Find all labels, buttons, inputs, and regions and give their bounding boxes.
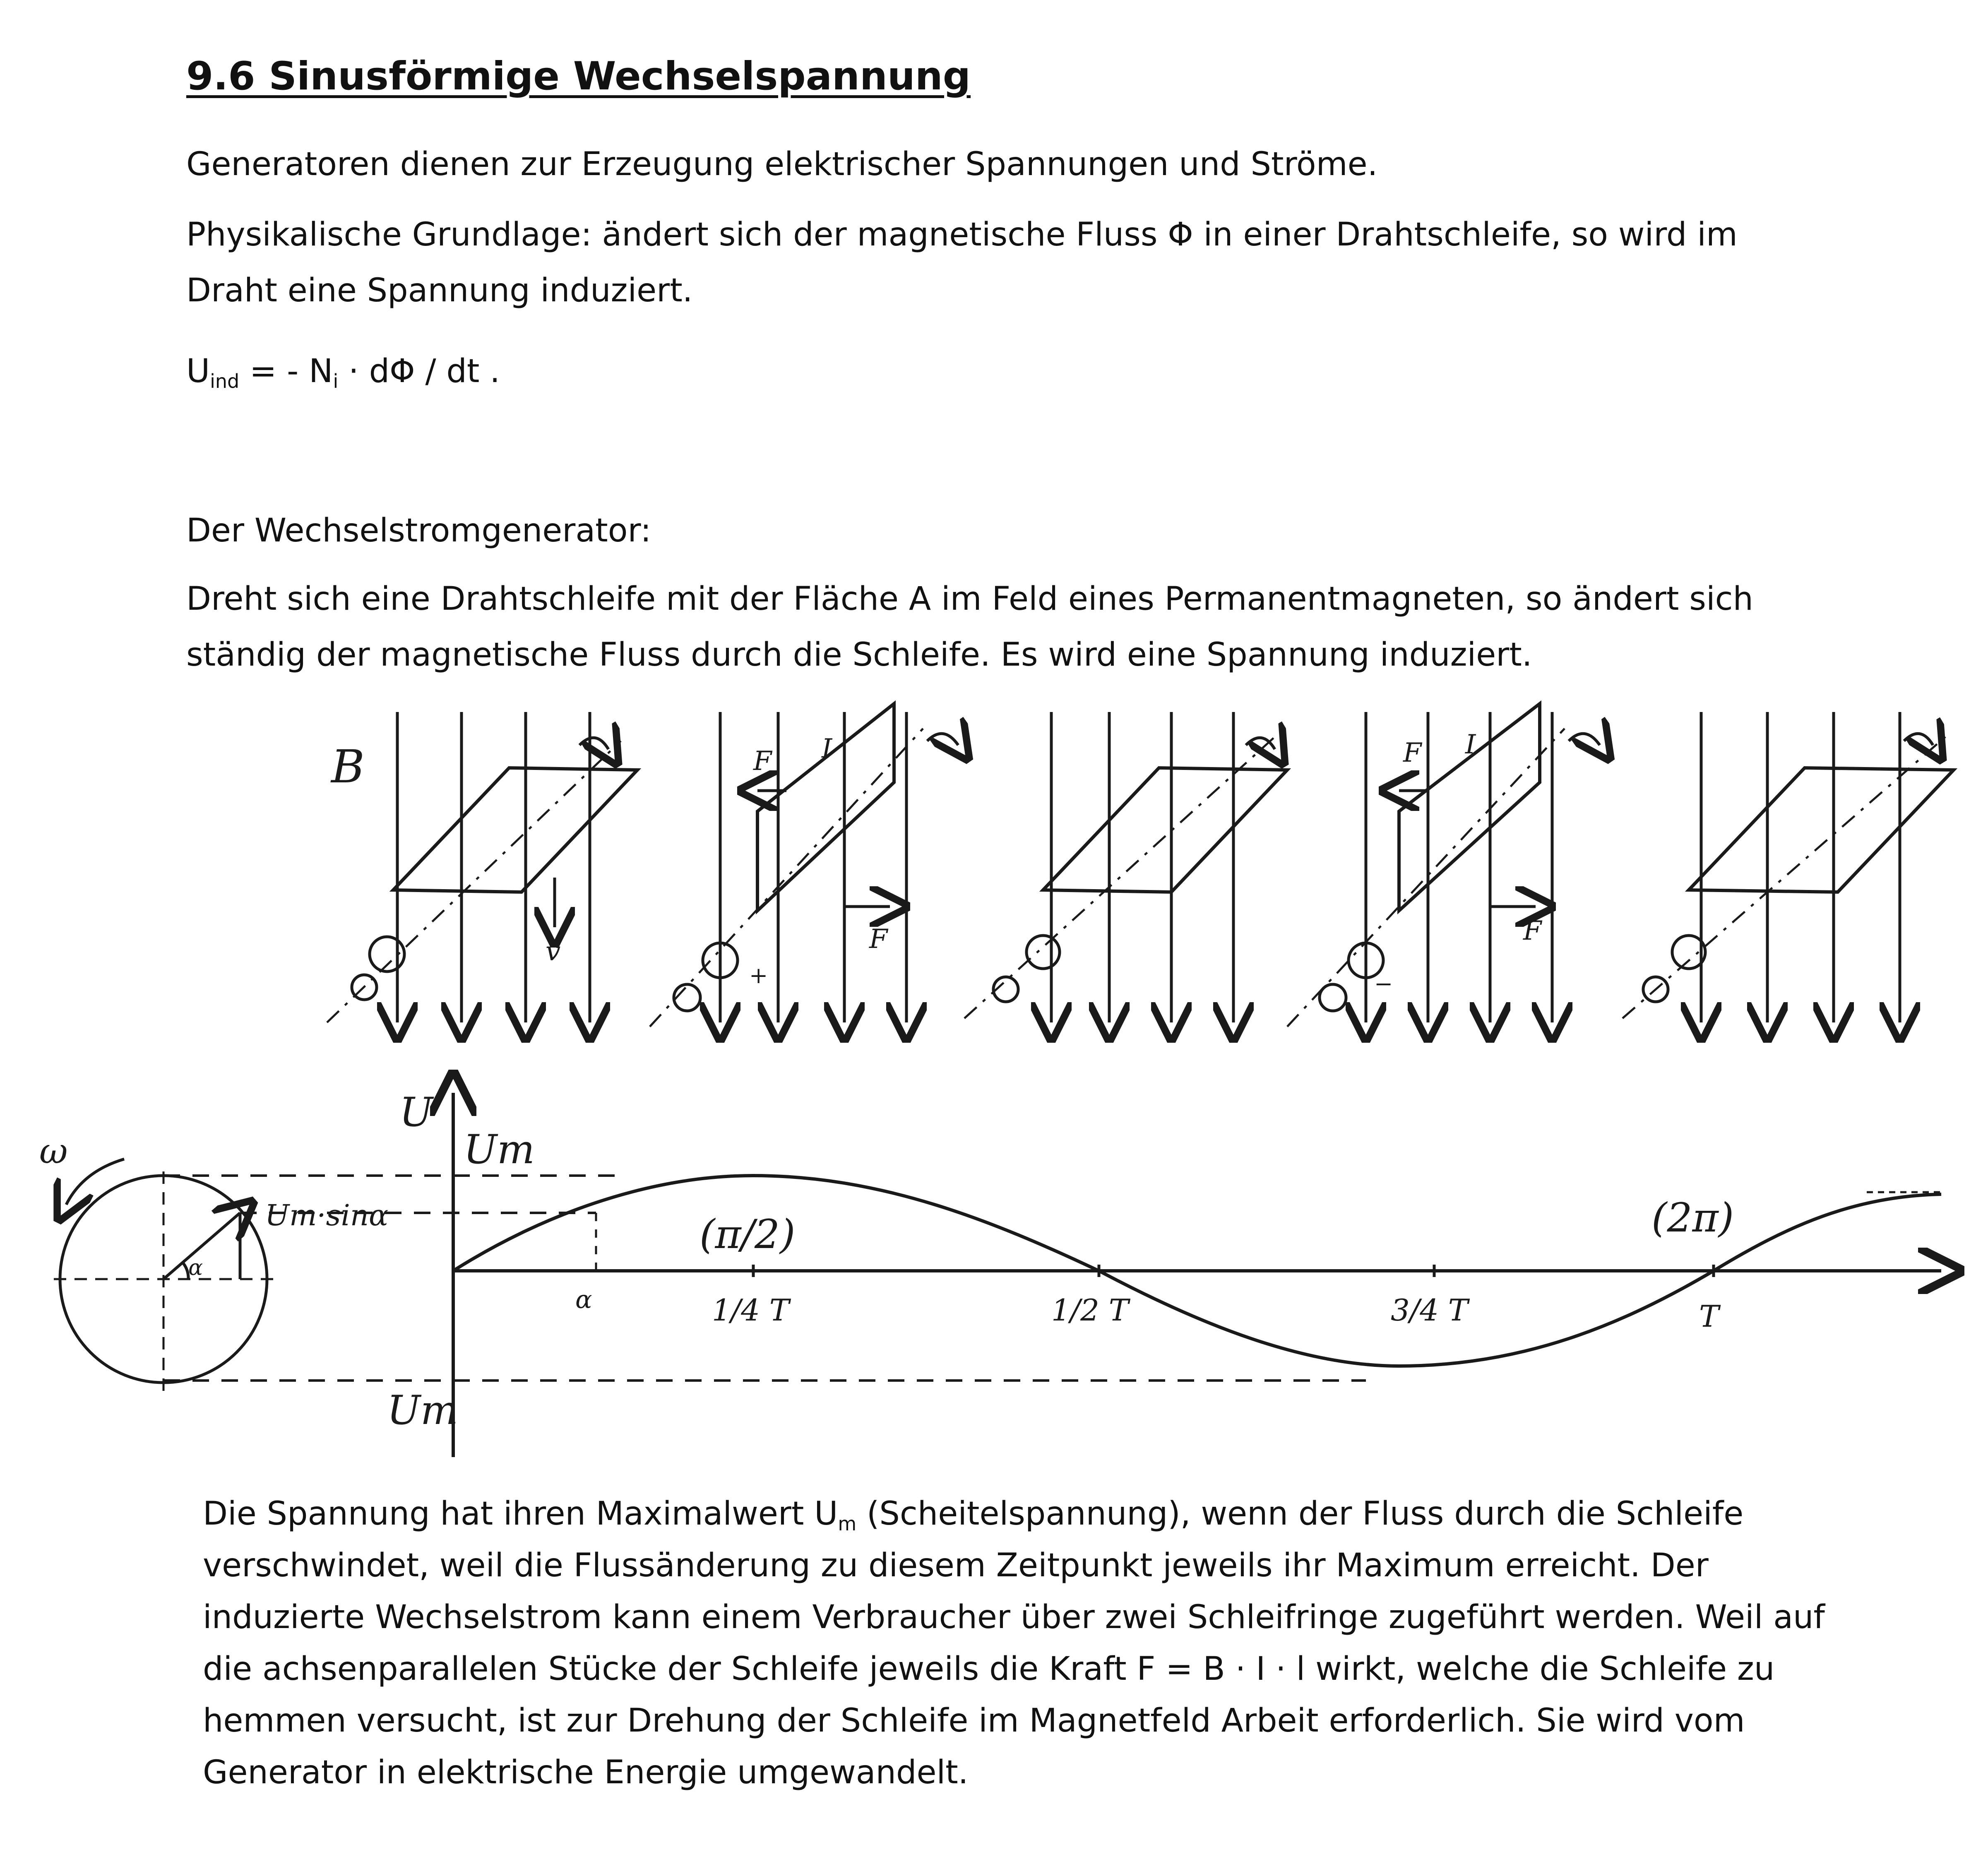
generator-line-1: Dreht sich eine Drahtschleife mit der Fläche A im Feld eines Permanentmagneten, so ändert sich <box>186 580 1753 618</box>
tick-three-quarter-label: 3/4 T <box>1391 1293 1468 1328</box>
phasor-circle <box>54 1159 273 1391</box>
rotation-panel-4 <box>1287 704 1600 1027</box>
rotation-panel-1 <box>327 712 637 1022</box>
basis-line-1: Physikalische Grundlage: ändert sich der magnetische Fluss Φ in einer Drahtschleife, so wird im <box>186 216 1738 253</box>
rotation-panel-2 <box>650 704 958 1027</box>
current-label-2: I <box>1465 729 1476 760</box>
closing-line-1: Die Spannung hat ihren Maximalwert Um (Scheitelspannung), wenn der Fluss durch die Schleife <box>203 1495 1744 1535</box>
rotation-panel-3 <box>964 712 1287 1022</box>
current-label: I <box>822 734 832 764</box>
induction-formula: Uind = - Ni · dΦ / dt . <box>186 353 500 392</box>
omega-label: ω <box>39 1131 68 1171</box>
closing-line-3: induzierte Wechselstrom kann einem Verbraucher über zwei Schleifringe zugeführt werden. Weil auf <box>203 1599 1825 1636</box>
generator-heading: Der Wechselstromgenerator: <box>186 512 651 549</box>
closing-line-2: verschwindet, weil die Flussänderung zu diesem Zeitpunkt jeweils ihr Maximum erreicht. Der <box>203 1547 1709 1584</box>
closing-line-4: die achsenparallelen Stücke der Schleife jeweils die Kraft F = B · I · l wirkt, welche die Schleife zu <box>203 1650 1775 1688</box>
minus-sign: − <box>1374 971 1393 997</box>
intro-paragraph: Generatoren dienen zur Erzeugung elektrischer Spannungen und Ströme. <box>186 146 1378 183</box>
two-pi-label: (2π) <box>1651 1195 1734 1241</box>
page-title: 9.6 Sinusförmige Wechselspannung <box>186 54 971 99</box>
field-label: B <box>331 740 365 793</box>
force-label-a: F <box>753 746 772 777</box>
tick-half-label: 1/2 T <box>1051 1293 1129 1328</box>
plus-sign: + <box>749 962 768 989</box>
closing-line-5: hemmen versucht, ist zur Drehung der Schleife im Magnetfeld Arbeit erforderlich. Sie wird vom <box>203 1702 1745 1739</box>
tick-full-label: T <box>1699 1299 1719 1334</box>
half-pi-label: (π/2) <box>700 1211 796 1258</box>
basis-line-2: Draht eine Spannung induziert. <box>186 272 693 309</box>
closing-line-6: Generator in elektrische Energie umgewandelt. <box>203 1754 969 1791</box>
velocity-label: v <box>546 936 561 967</box>
generator-line-2: ständig der magnetische Fluss durch die Schleife. Es wird eine Spannung induziert. <box>186 636 1532 673</box>
force-label-c: F <box>1403 738 1422 768</box>
tick-quarter-label: 1/4 T <box>712 1293 789 1328</box>
force-label-d: F <box>1523 916 1542 946</box>
amplitude-sin-label: Um·sinα <box>265 1198 389 1232</box>
plot-alpha-label: α <box>575 1285 592 1314</box>
circle-alpha-label: α <box>188 1256 203 1280</box>
rotation-panel-5 <box>1623 712 1954 1022</box>
force-label-b: F <box>869 924 888 955</box>
voltage-axis-label: U <box>399 1089 433 1135</box>
u-min-label: Um <box>387 1387 458 1433</box>
u-max-label: Um <box>464 1126 535 1173</box>
